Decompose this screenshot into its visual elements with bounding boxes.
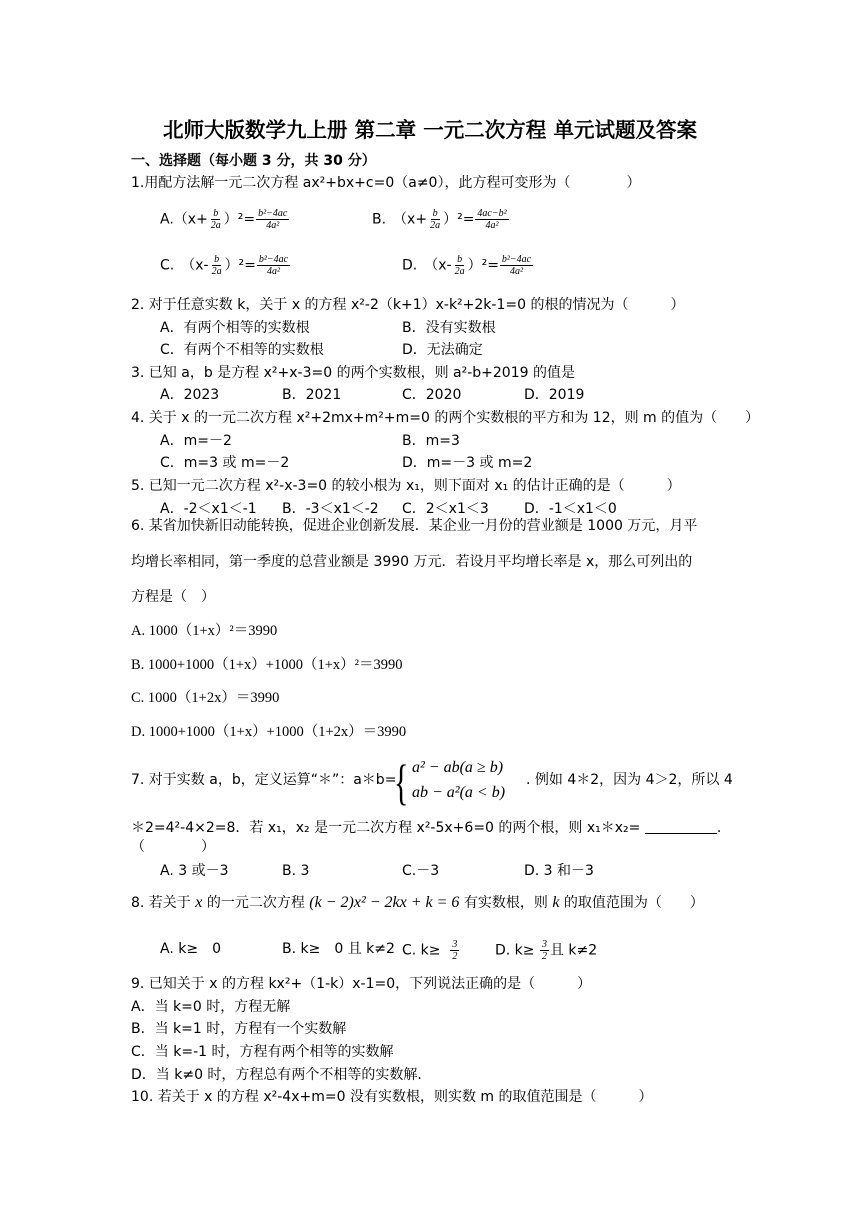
question-5-option-c: C．2＜x1＜3	[402, 501, 489, 517]
question-7-example: . 例如 4＊2，因为 4＞2，所以 4	[526, 772, 733, 788]
fraction-denominator: 4a²	[485, 220, 499, 231]
question-5-stem: 5. 已知一元二次方程 x²-x-3=0 的较小根为 x₁，则下面对 x₁ 的估计正确的是（ ）	[131, 478, 681, 494]
question-5-option-b: B．-3＜x1＜-2	[282, 501, 379, 517]
question-9-option-d: D．当 k≠0 时，方程总有两个不相等的实数解．	[131, 1067, 432, 1083]
question-7-line-2-text: ＊2=4²-4×2=8．若 x₁，x₂ 是一元二次方程 x²-5x+6=0 的两个根，则 x₁＊x₂=	[131, 820, 641, 836]
question-3-option-c: C．2020	[402, 387, 462, 403]
fraction-three-halves	[540, 939, 549, 962]
question-6-option-d: D. 1000+1000（1+x）+1000（1+2x）＝3990	[131, 724, 407, 740]
question-8-option-a: A. k≥ 0	[160, 941, 221, 957]
fraction-denominator: 2a	[211, 266, 222, 277]
fraction-numerator: 4ac−b²	[477, 208, 507, 219]
question-5-option-a: A．-2＜x1＜-1	[160, 501, 257, 517]
option-d-prefix: D. k≥	[495, 942, 535, 959]
fraction-b-over-2a	[453, 254, 467, 277]
question-7-option-d: D. 3 和－3	[524, 863, 594, 879]
question-8-equation: (k − 2)x² − 2kx + k = 6	[309, 894, 460, 911]
question-7-period: .	[716, 820, 722, 836]
question-7-line-2	[131, 818, 721, 838]
fraction-denominator: 2	[452, 951, 458, 962]
variable-x: x	[195, 894, 203, 911]
fraction-discriminant	[256, 208, 289, 231]
fraction-denominator: 4a²	[266, 220, 280, 231]
question-8-option-c	[402, 939, 460, 962]
fraction-b-over-2a	[209, 208, 223, 231]
question-8-suffix: 的取值范围为（ ）	[563, 895, 704, 911]
question-2-option-c: C．有两个不相等的实数根	[160, 342, 324, 358]
question-8-stem	[131, 893, 704, 913]
fraction-numerator: b²−4ac	[258, 208, 288, 219]
fraction-numerator: b	[214, 254, 220, 265]
question-8-option-b: B. k≥ 0 且 k≠2	[282, 941, 395, 957]
question-9-option-a: A．当 k=0 时，方程无解	[131, 999, 291, 1015]
question-1-option-d	[402, 254, 534, 277]
option-b-prefix: B. （x+	[372, 211, 428, 228]
fraction-numerator: 3	[452, 939, 458, 950]
question-6-line-3: 方程是（ ）	[131, 589, 215, 605]
question-1-option-c	[160, 254, 291, 277]
fraction-denominator: 4a²	[510, 266, 524, 277]
question-7-option-c: C.－3	[402, 863, 440, 879]
question-7-intro: 7. 对于实数 a，b，定义运算“＊”：a＊b=	[131, 772, 397, 788]
question-2-option-a: A．有两个相等的实数根	[160, 320, 310, 336]
question-6-line-1: 6. 某省加快新旧动能转换，促进企业创新发展．某企业一月份的营业额是 1000 万元，月平	[131, 518, 698, 534]
fraction-discriminant	[257, 254, 290, 277]
left-brace-icon: {	[394, 754, 409, 810]
question-9-option-c: C．当 k=-1 时，方程有两个相等的实数解	[131, 1044, 394, 1060]
fraction-numerator: b	[213, 208, 219, 219]
option-c-prefix: C. k≥	[402, 942, 441, 959]
question-8-middle-2: 有实数根，则	[463, 895, 548, 911]
section-heading: 一、选择题（每小题 3 分，共 30 分）	[131, 153, 376, 169]
fraction-three-halves	[450, 939, 459, 962]
question-4-stem: 4. 关于 x 的一元二次方程 x²+2mx+m²+m=0 的两个实数根的平方和为 12，则 m 的值为（ ）	[131, 410, 760, 426]
question-6-option-a: A. 1000（1+x）²＝3990	[131, 623, 278, 639]
fraction-b-over-2a	[428, 208, 442, 231]
option-d-middle: ）²=	[467, 257, 499, 274]
fraction-denominator: 2a	[430, 220, 441, 231]
question-9-option-b: B．当 k=1 时，方程有一个实数解	[131, 1021, 347, 1037]
option-a-middle: ）²=	[223, 211, 256, 228]
question-1-option-b	[372, 208, 510, 231]
fraction-numerator: b	[432, 208, 438, 219]
variable-k: k	[552, 894, 560, 911]
fraction-denominator: 2a	[454, 266, 465, 277]
question-10-stem: 10. 若关于 x 的方程 x²-4x+m=0 没有实数根，则实数 m 的取值范围是（ ）	[131, 1089, 653, 1105]
fraction-numerator: b	[457, 254, 463, 265]
question-4-option-b: B．m=3	[402, 433, 460, 449]
fraction-numerator: b²−4ac	[501, 254, 532, 265]
question-3-option-b: B．2021	[282, 387, 342, 403]
document-title: 北师大版数学九上册 第二章 一元二次方程 单元试题及答案	[163, 118, 697, 142]
question-3-option-d: D．2019	[524, 387, 585, 403]
question-8-option-d	[495, 939, 597, 962]
fraction-denominator: 2	[541, 951, 547, 962]
option-d-prefix: D. （x-	[402, 257, 452, 274]
question-6-line-2: 均增长率相同，第一季度的总营业额是 3990 万元．若设月平均增长率是 x，那么可列出的	[131, 554, 693, 570]
fraction-negative-discriminant	[475, 208, 508, 231]
fraction-denominator: 2a	[210, 220, 221, 231]
question-3-stem: 3. 已知 a，b 是方程 x²+x-3=0 的两个实数根，则 a²-b+2019 的值是	[131, 365, 575, 381]
question-2-option-d: D．无法确定	[402, 342, 483, 358]
option-a-prefix: A.（x+	[160, 211, 208, 228]
question-6-option-b: B. 1000+1000（1+x）+1000（1+x）²＝3990	[131, 657, 403, 673]
option-b-middle: ）²=	[443, 211, 475, 228]
question-4-option-a: A．m=－2	[160, 433, 232, 449]
option-c-prefix: C. （x-	[160, 257, 209, 274]
question-6-option-c: C. 1000（1+2x）＝3990	[131, 690, 280, 706]
question-8-prefix: 8. 若关于	[131, 895, 191, 911]
question-7-option-a: A. 3 或－3	[160, 863, 229, 879]
fraction-numerator: 3	[541, 939, 547, 950]
piecewise-definition	[394, 754, 524, 810]
fraction-denominator: 4a²	[267, 266, 280, 277]
question-3-option-a: A．2023	[160, 387, 220, 403]
question-7-option-b: B. 3	[282, 863, 310, 879]
question-5-option-d: D．-1＜x1＜0	[524, 501, 617, 517]
fraction-discriminant	[500, 254, 533, 277]
question-2-stem: 2. 对于任意实数 k，关于 x 的方程 x²-2（k+1）x-k²+2k-1=0 的根的情况为（ ）	[131, 297, 685, 313]
question-1-option-a	[160, 208, 290, 231]
question-1-stem: 1.用配方法解一元二次方程 ax²+bx+c=0（a≠0），此方程可变形为（ ）	[131, 175, 641, 191]
question-4-option-c: C．m=3 或 m=－2	[160, 455, 290, 471]
question-7-parentheses: （ ）	[131, 839, 215, 855]
piecewise-case-2: ab − a²(a < b)	[412, 784, 506, 801]
question-2-option-b: B．没有实数根	[402, 320, 496, 336]
fraction-b-over-2a	[210, 254, 224, 277]
fraction-numerator: b²−4ac	[258, 254, 289, 265]
question-4-option-d: D．m=－3 或 m=2	[402, 455, 533, 471]
piecewise-case-1: a² − ab(a ≥ b)	[412, 759, 504, 776]
question-8-middle: 的一元二次方程	[206, 895, 305, 911]
option-d-suffix: 且 k≠2	[549, 942, 598, 959]
option-c-middle: ）²=	[224, 257, 256, 274]
answer-blank	[645, 819, 717, 834]
question-9-stem: 9. 已知关于 x 的方程 kx²+（1-k）x-1=0，下列说法正确的是（ ）	[131, 976, 592, 992]
